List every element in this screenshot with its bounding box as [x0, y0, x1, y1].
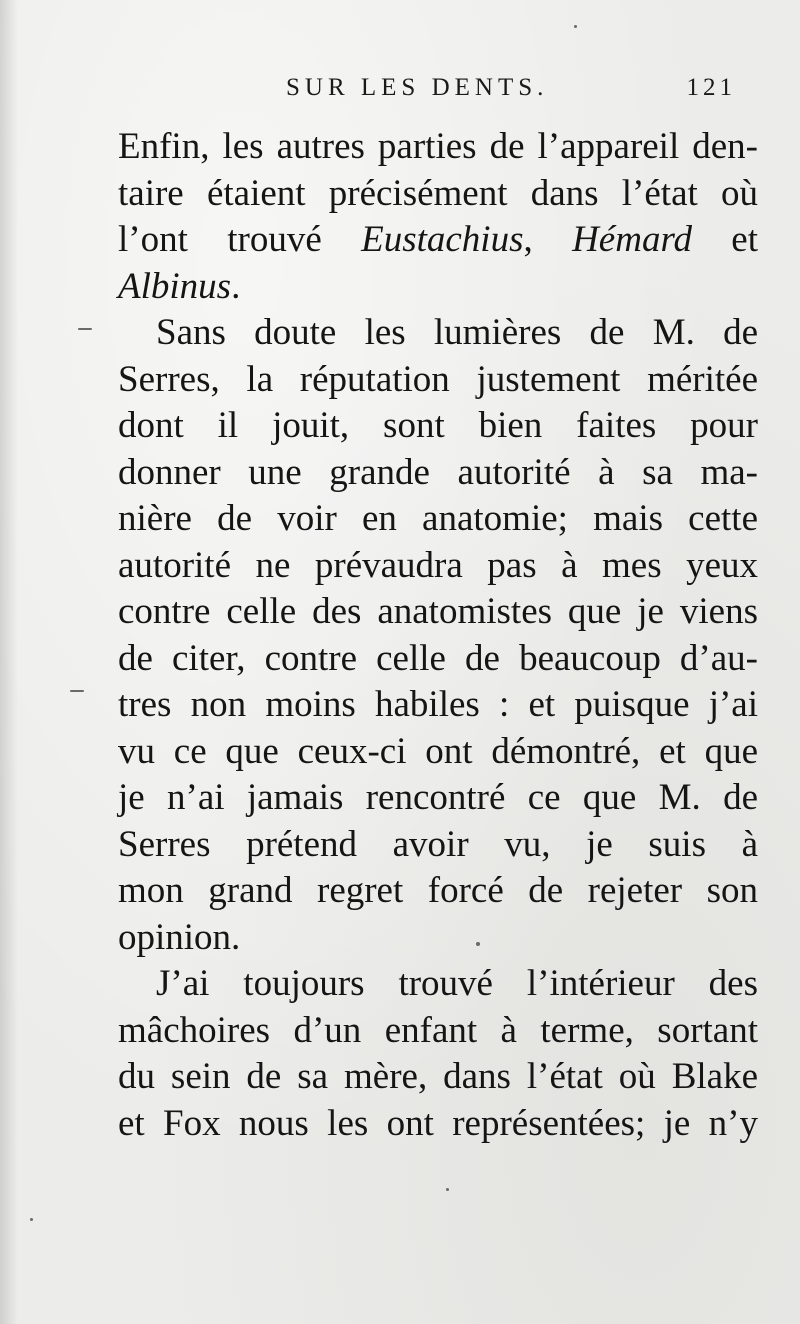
text-line: Sans doute les lumières de M. de — [156, 312, 758, 353]
text-line: dont il jouit, sont bien faites pour — [118, 405, 758, 446]
author-name-albinus: Albinus — [118, 265, 232, 307]
paper-speck — [70, 690, 84, 692]
text-line: tres non moins habiles : et puisque j’ai — [118, 684, 758, 725]
text-line: vu ce que ceux-ci ont démontré, et que — [118, 730, 758, 772]
text-line: de citer, contre celle de beaucoup d’au- — [118, 637, 758, 679]
paper-speck — [574, 25, 577, 28]
paper-speck — [476, 942, 480, 946]
text-line: autorité ne prévaudra pas à mes yeux — [118, 544, 758, 586]
text-line: donner une grande autorité à sa ma- — [118, 451, 758, 493]
text-line: Albinus. — [118, 265, 241, 307]
text-line: Enfin, les autres parties de l’appareil den- — [118, 126, 758, 167]
text-line: je n’ai jamais rencontré ce que M. de — [118, 777, 758, 818]
text-line: Serres prétend avoir vu, je suis à — [118, 823, 758, 865]
page-gutter-shadow — [0, 0, 18, 1324]
body-text — [118, 124, 758, 1147]
paper-speck — [446, 1188, 449, 1191]
text-line: opinion. — [118, 916, 241, 958]
text-line: J’ai toujours trouvé l’intérieur des — [156, 963, 758, 1004]
text-line: nière de voir en anatomie; mais cette — [118, 498, 758, 539]
running-header — [286, 74, 736, 106]
running-title: SUR LES DENTS. — [286, 74, 549, 101]
text-line: l’ont trouvé Eustachius, Hémard et — [118, 219, 759, 260]
text-line: Serres, la réputation justement méritée — [118, 358, 758, 400]
paper-speck — [78, 328, 92, 330]
text-line: du sein de sa mère, dans l’état où Blake — [118, 1056, 758, 1097]
text-line: mâchoires d’un enfant à terme, sortant — [118, 1009, 758, 1051]
author-name-hemard: Hémard — [572, 219, 692, 260]
text-line: contre celle des anatomistes que je viens — [118, 591, 758, 632]
author-name-eustachius: Eustachius — [361, 219, 524, 260]
text-line: taire étaient précisément dans l’état où — [118, 172, 758, 214]
text-line: et Fox nous les ont représentées; je n’y — [118, 1102, 758, 1144]
text-line: mon grand regret forcé de rejeter son — [118, 870, 758, 911]
paper-speck — [30, 1218, 33, 1221]
page-number: 121 — [686, 74, 736, 101]
